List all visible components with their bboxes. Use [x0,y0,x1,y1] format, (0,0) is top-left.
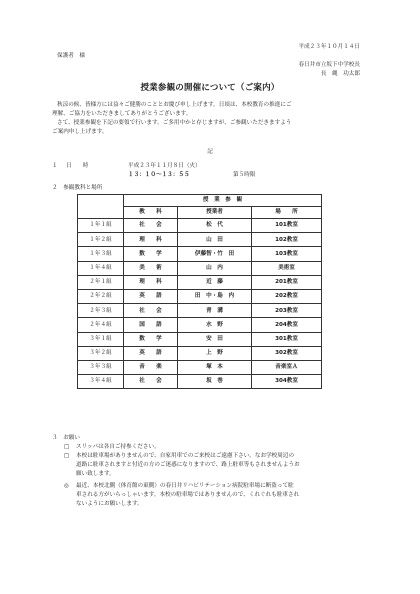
place-cell: 304教室 [252,375,322,389]
class-cell: ２年３組 [78,304,124,318]
body-line-2: 理解、ご協力をいただきましてありがとうございます。 [52,111,192,117]
teacher-cell: 山 田 [178,233,252,247]
table-row [78,375,322,389]
place-cell: 103教室 [252,247,322,261]
teacher-cell: 近 藤 [178,275,252,289]
table-row [78,360,322,374]
blank-cell [78,195,124,207]
place-cell: 音楽室Ａ [252,360,322,374]
table-header-row-2 [78,207,322,219]
ki-mark: 記 [207,149,213,155]
subject-cell: 国 語 [124,318,178,332]
subject-cell: 英 語 [124,289,178,303]
table-row [78,261,322,275]
table-header-row-1 [78,195,322,207]
body-line-1: 秋涼の候、皆様方には益々ご健勝のこととお慶び申し上げます。日頃は、本校教育の推進にご [57,102,292,108]
subject-cell: 数 学 [124,332,178,346]
principal-name: 長 縄 功太郎 [320,71,360,77]
request-3-line-1: 最近、本校北側（体育館の東側）の春日井リハビリテーション病院駐車場に断盗って駐 [76,483,294,489]
section1-number: １ [52,163,58,169]
subject-cell: 社 会 [124,375,178,389]
table-row [78,247,322,261]
request-3-line-3: ないようにお願いします。 [76,501,143,507]
class-cell: １年２組 [78,233,124,247]
subject-title: 授業参観の開催について（ご案内） [140,83,280,93]
body-line-3: さて、授業参観を下記の要領で行います。ご多用中かと存じますが、ご参観いただきますよう [57,120,292,126]
section1-label: 日 時 [66,163,89,169]
place-cell: 302教室 [252,346,322,360]
class-cell: ３年２組 [78,346,124,360]
teacher-cell: 青 溝 [178,304,252,318]
table-row [78,346,322,360]
subject-cell: 理 科 [124,275,178,289]
col-place-header: 場 所 [252,207,322,219]
body-line-4: ご案内申し上げます。 [52,129,108,135]
place-cell: 美術室 [252,261,322,275]
table-row [78,304,322,318]
teacher-cell: 松 代 [178,219,252,233]
teacher-cell: 上 野 [178,346,252,360]
class-cell: ３年３組 [78,360,124,374]
subject-cell: 数 学 [124,247,178,261]
request-3-line-2: 車される方がいらっしゃいます。本校の駐車場ではありませんので、くれぐれも駐車され [76,492,300,498]
class-cell: ３年４組 [78,375,124,389]
col-subject-header: 教 科 [124,207,178,219]
place-cell: 203教室 [252,304,322,318]
table-title: 授 業 参 観 [124,195,322,207]
place-cell: 202教室 [252,289,322,303]
table-row [78,275,322,289]
class-cell: ２年２組 [78,289,124,303]
addressee: 保護者 様 [57,53,85,59]
request-2-mark: □ [64,453,70,459]
table-row [78,289,322,303]
issue-date: 平成２３年１０月１４日 [298,44,360,50]
event-date: 平成２３年１１月８日（火） [128,163,201,169]
teacher-cell: 田 中・島 内 [178,289,252,303]
teacher-cell: 山 内 [178,261,252,275]
class-cell: １年４組 [78,261,124,275]
school-name: 春日井市立坂下中学校長 [298,62,360,68]
place-cell: 301教室 [252,332,322,346]
request-1-line-1: スリッパは各自ご持参ください。 [76,444,160,450]
class-cell: １年１組 [78,219,124,233]
subject-cell: 社 会 [124,219,178,233]
place-cell: 204教室 [252,318,322,332]
table-row [78,219,322,233]
teacher-cell: 水 野 [178,318,252,332]
subject-cell: 美 術 [124,261,178,275]
request-2-line-2: 道路に駐車されますと付近の方のご迷惑になりますので、路上駐車等もされませんようお [76,462,300,468]
table-row [78,332,322,346]
teacher-cell: 伊藤智・竹 田 [178,247,252,261]
subject-cell: 英 語 [124,346,178,360]
request-2-line-3: 願い致します。 [76,471,115,477]
place-cell: 101教室 [252,219,322,233]
request-3-mark: ◎ [64,483,69,489]
subject-cell: 理 科 [124,233,178,247]
class-cell: ３年１組 [78,332,124,346]
class-cell: １年３組 [78,247,124,261]
request-2-line-1: 本校は駐車場がありませんので、自家用車でのご来校はご遠慮下さい。なお学校周辺の [76,453,295,459]
event-time: １３：１０～１３：５５ [128,172,190,178]
teacher-cell: 坂 巻 [178,375,252,389]
teacher-cell: 安 田 [178,332,252,346]
table-row [78,318,322,332]
col-teacher-header: 授業者 [178,207,252,219]
schedule-table [77,194,322,389]
teacher-cell: 塚 本 [178,360,252,374]
class-cell: ２年４組 [78,318,124,332]
place-cell: 102教室 [252,233,322,247]
table-row [78,233,322,247]
event-period: 第５時限 [233,172,256,178]
section2-title: ２ 参観教科と場所 [52,185,103,191]
class-cell: ２年１組 [78,275,124,289]
request-1-mark: □ [64,444,70,450]
place-cell: 201教室 [252,275,322,289]
subject-cell: 音 楽 [124,360,178,374]
subject-cell: 社 会 [124,304,178,318]
blank-cell [78,207,124,219]
section3-title: ３ お願い [52,435,80,441]
